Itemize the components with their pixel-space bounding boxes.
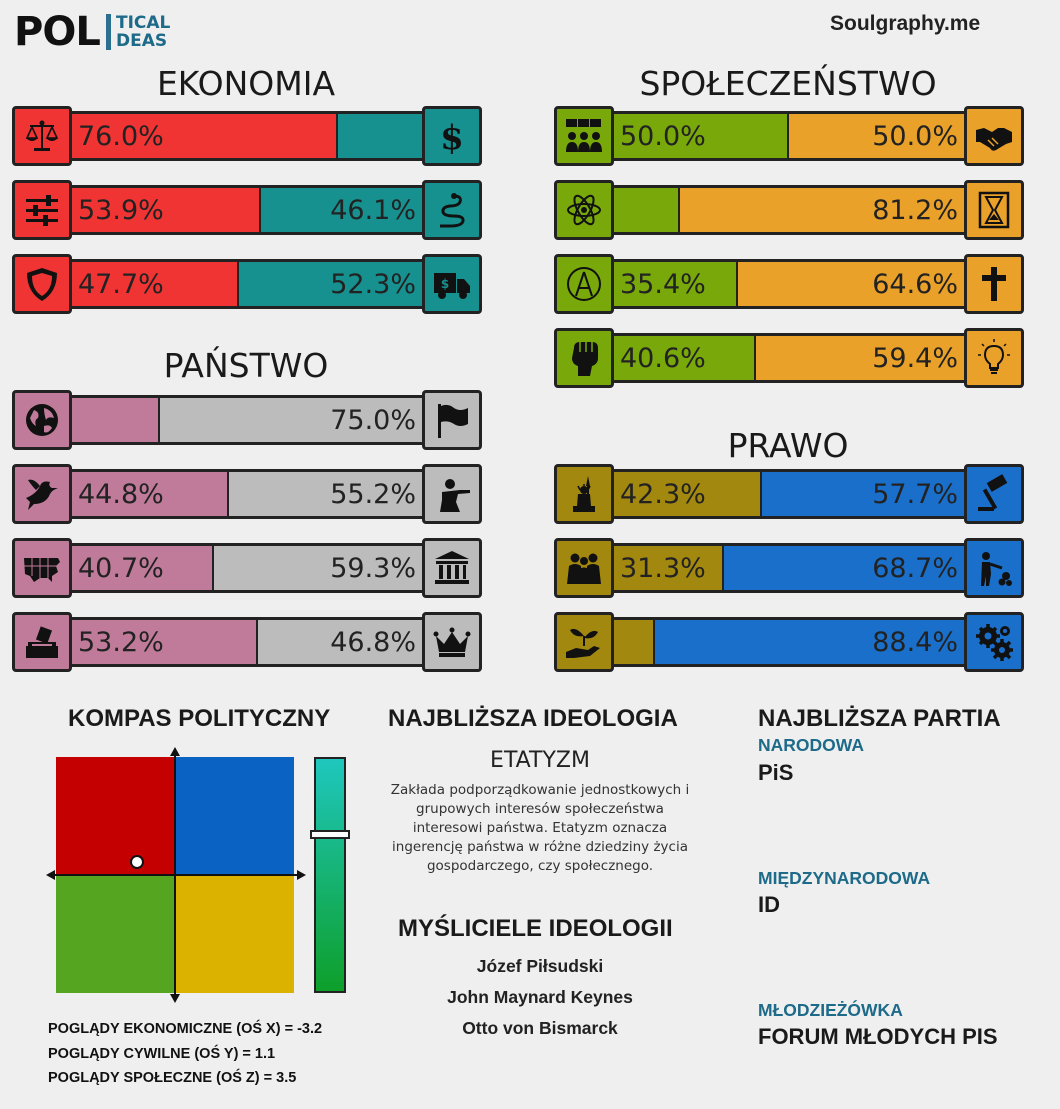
sliders-icon — [12, 180, 72, 240]
spoleczenstwo-axis-row — [554, 180, 1024, 240]
party-title: NAJBLIŻSZA PARTIA — [758, 705, 1001, 732]
spoleczenstwo-axis-row — [554, 106, 1024, 166]
ekonomia-right-segment: 52.3% — [239, 262, 422, 306]
stat-social: POGLĄDY SPOŁECZNE (OŚ Z) = 3.5 — [48, 1070, 297, 1086]
atheism-icon — [554, 254, 614, 314]
prawo-right-segment: 68.7% — [724, 546, 964, 590]
ekonomia-score-bar — [69, 185, 425, 235]
prawo-left-segment: 42.3% — [614, 472, 762, 516]
spoleczenstwo-right-segment: 50.0% — [789, 114, 964, 158]
shield-icon — [12, 254, 72, 314]
stat-economic: POGLĄDY EKONOMICZNE (OŚ X) = -3.2 — [48, 1021, 323, 1037]
stat-civil: POGLĄDY CYWILNE (OŚ Y) = 1.1 — [48, 1046, 276, 1062]
panstwo-right-segment: 75.0% — [160, 398, 423, 442]
thinker-item: Otto von Bismarck — [462, 1018, 618, 1038]
logo-sub-bottom: DEAS — [116, 31, 168, 51]
prawo-left-segment: 31.3% — [614, 546, 724, 590]
party-international-label: MIĘDZYNARODOWA — [758, 868, 931, 888]
thinker-item: John Maynard Keynes — [447, 987, 633, 1007]
statue-of-liberty-icon — [554, 464, 614, 524]
section-title-prawo: PRAWO — [727, 426, 849, 465]
handshake-icon — [964, 106, 1024, 166]
prawo-right-segment: 57.7% — [762, 472, 964, 516]
compass-position-marker — [130, 855, 144, 869]
prawo-left-segment — [614, 620, 655, 664]
panstwo-score-bar — [69, 469, 425, 519]
panstwo-score-bar — [69, 543, 425, 593]
dove-icon — [12, 464, 72, 524]
panstwo-axis-row — [12, 390, 482, 450]
fist-icon — [554, 328, 614, 388]
panstwo-axis-row — [12, 612, 482, 672]
flag-icon — [422, 390, 482, 450]
site-name: Soulgraphy.me — [830, 12, 981, 35]
dollar-icon — [422, 106, 482, 166]
globe-icon — [12, 390, 72, 450]
bank-icon — [422, 538, 482, 598]
party-national-label: NARODOWA — [758, 735, 864, 755]
usa-map-icon — [12, 538, 72, 598]
panstwo-left-segment: 40.7% — [72, 546, 214, 590]
compass-title: KOMPAS POLITYCZNY — [68, 705, 331, 732]
logo-sub-top: TICAL — [116, 13, 171, 33]
thinkers-title: MYŚLICIELE IDEOLOGII — [398, 915, 673, 942]
panstwo-left-segment: 44.8% — [72, 472, 229, 516]
ekonomia-axis-row — [12, 106, 482, 166]
logo-main-text: POL — [14, 9, 100, 55]
svg-text:$: $ — [440, 118, 464, 156]
panstwo-right-segment: 59.3% — [214, 546, 422, 590]
spoleczenstwo-right-segment: 64.6% — [738, 262, 964, 306]
prawo-axis-row — [554, 538, 1024, 598]
spoleczenstwo-left-segment — [614, 188, 680, 232]
panstwo-right-segment: 55.2% — [229, 472, 422, 516]
logo-sub-text — [116, 14, 170, 50]
atom-icon — [554, 180, 614, 240]
spoleczenstwo-right-segment: 59.4% — [756, 336, 964, 380]
ideology-name: ETATYZM — [490, 748, 590, 773]
spoleczenstwo-score-bar — [611, 259, 967, 309]
lightbulb-icon — [964, 328, 1024, 388]
ekonomia-score-bar — [69, 259, 425, 309]
prawo-score-bar — [611, 543, 967, 593]
logo-divider — [106, 14, 111, 50]
gears-icon — [964, 612, 1024, 672]
ekonomia-left-segment: 53.9% — [72, 188, 261, 232]
hourglass-icon — [964, 180, 1024, 240]
z-axis-marker — [310, 830, 350, 839]
prawo-axis-row — [554, 612, 1024, 672]
spoleczenstwo-left-segment: 50.0% — [614, 114, 789, 158]
group-icon — [554, 538, 614, 598]
ekonomia-right-segment — [338, 114, 422, 158]
scales-icon — [12, 106, 72, 166]
spoleczenstwo-axis-row — [554, 254, 1024, 314]
ekonomia-left-segment: 47.7% — [72, 262, 239, 306]
snake-icon — [422, 180, 482, 240]
prawo-right-segment: 88.4% — [655, 620, 964, 664]
svg-text:$: $ — [440, 277, 450, 291]
party-international-value: ID — [758, 892, 780, 917]
party-youth-label: MŁODZIEŻÓWKA — [758, 1000, 903, 1020]
ekonomia-axis-row — [12, 254, 482, 314]
ekonomia-score-bar — [69, 111, 425, 161]
political-compass — [56, 757, 294, 993]
z-axis-bar — [314, 757, 346, 993]
compass-axes — [46, 747, 306, 1003]
worker-icon — [964, 538, 1024, 598]
ekonomia-axis-row — [12, 180, 482, 240]
spoleczenstwo-score-bar — [611, 185, 967, 235]
panstwo-axis-row — [12, 538, 482, 598]
spoleczenstwo-score-bar — [611, 333, 967, 383]
panstwo-left-segment: 53.2% — [72, 620, 258, 664]
thinker-item: Józef Piłsudski — [476, 956, 604, 976]
section-title-panstwo: PAŃSTWO — [163, 346, 329, 385]
panstwo-right-segment: 46.8% — [258, 620, 422, 664]
plant-hand-icon — [554, 612, 614, 672]
prawo-score-bar — [611, 617, 967, 667]
section-title-spoleczenstwo: SPOŁECZEŃSTWO — [639, 64, 937, 103]
ideology-title: NAJBLIŻSZA IDEOLOGIA — [388, 705, 678, 732]
spoleczenstwo-left-segment: 35.4% — [614, 262, 738, 306]
ideology-description: Zakłada podporządkowanie jednostkowych i grupowych interesów społeczeństwa interesowi państwa. Etatyzm oznacza ingerencję państwa w różne dziedziny życia gospodarczego, czy społecznego. — [390, 782, 690, 874]
truck-icon — [422, 254, 482, 314]
cross-icon — [964, 254, 1024, 314]
panstwo-score-bar — [69, 617, 425, 667]
spoleczenstwo-left-segment: 40.6% — [614, 336, 756, 380]
ekonomia-left-segment: 76.0% — [72, 114, 338, 158]
gavel-icon — [964, 464, 1024, 524]
crown-icon — [422, 612, 482, 672]
party-national-value: PiS — [758, 760, 794, 785]
party-youth-value: FORUM MŁODYCH PIS — [758, 1024, 998, 1049]
prawo-score-bar — [611, 469, 967, 519]
ekonomia-right-segment: 46.1% — [261, 188, 422, 232]
spoleczenstwo-score-bar — [611, 111, 967, 161]
people-speech-icon — [554, 106, 614, 166]
panstwo-score-bar — [69, 395, 425, 445]
ballot-box-icon — [12, 612, 72, 672]
section-title-ekonomia: EKONOMIA — [156, 64, 336, 103]
spoleczenstwo-right-segment: 81.2% — [680, 188, 964, 232]
panstwo-left-segment — [72, 398, 160, 442]
prawo-axis-row — [554, 464, 1024, 524]
spoleczenstwo-axis-row — [554, 328, 1024, 388]
panstwo-axis-row — [12, 464, 482, 524]
soldier-icon — [422, 464, 482, 524]
